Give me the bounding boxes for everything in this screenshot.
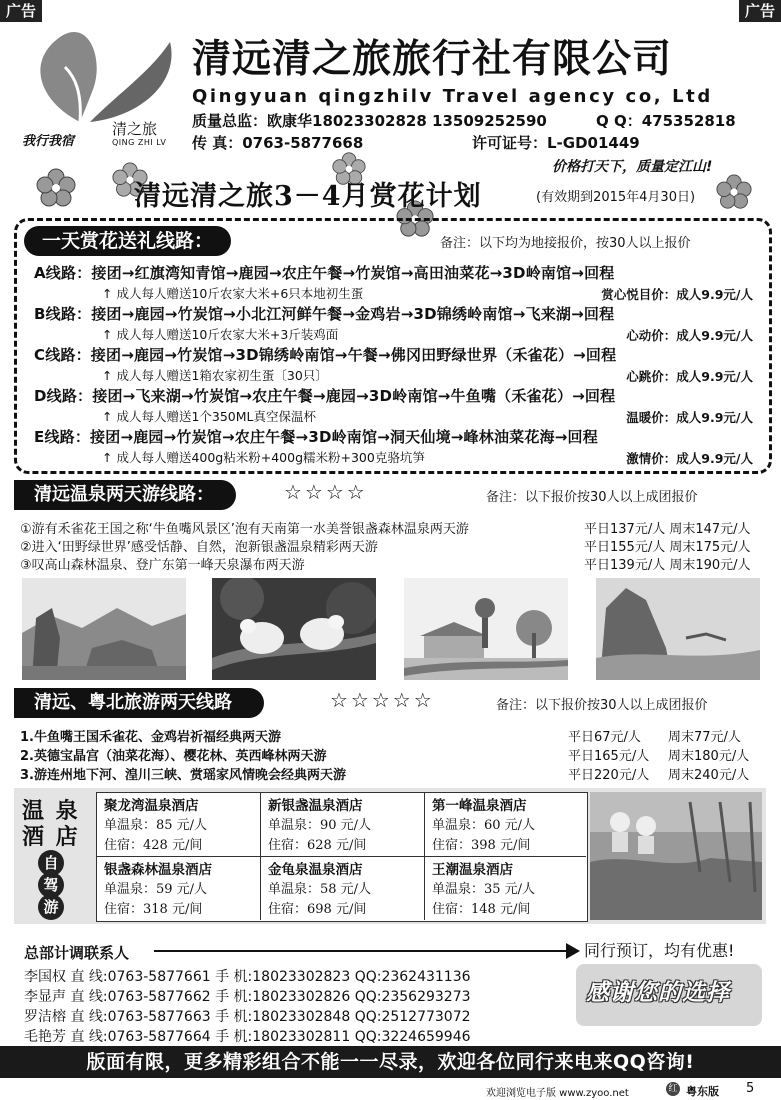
hot-spring-item: ②进入‘田野绿世界’感受恬静、自然，泡新银盏温泉精彩两天游 bbox=[20, 540, 378, 555]
company-name-en: Qingyuan qingzhilv Travel agency co, Ltd bbox=[192, 86, 713, 107]
hot-spring-item: ①游有禾雀花王国之称‘牛鱼嘴风景区’泡有天南第一水美誉银盏森林温泉两天游 bbox=[20, 522, 469, 537]
hotel-spring-price: 单温泉：90 元/人 bbox=[268, 818, 372, 833]
hotel-name: 新银盏温泉酒店 bbox=[268, 798, 363, 814]
hotel-cell bbox=[432, 860, 535, 920]
plan-title: 清远清之旅3－4月赏花计划 bbox=[134, 181, 482, 212]
route-e: E线路：接团→鹿园→竹炭馆→农庄午餐→3D岭南馆→洞天仙境→峰林油菜花海→回程 bbox=[34, 428, 598, 446]
hotel-cell bbox=[268, 860, 371, 920]
contact-line: 李显声 直 线:0763-5877662 手 机:18023302826 QQ:2356293273 bbox=[24, 989, 471, 1005]
hotel-name: 第一峰温泉酒店 bbox=[432, 798, 527, 814]
hotel-stay-price: 住宿：148 元/间 bbox=[432, 902, 531, 917]
footer-banner: 版面有限，更多精彩组合不能一一尽录，欢迎各位同行来电来QQ咨询! bbox=[0, 1046, 781, 1078]
north-tour-item: 1.牛鱼嘴王国禾雀花、金鸡岩祈福经典两天游 bbox=[20, 730, 281, 745]
contacts-arrow-line bbox=[154, 950, 574, 952]
self-drive-char: 自 bbox=[38, 850, 64, 876]
section1-header: 一天赏花送礼线路： bbox=[24, 226, 231, 256]
hotel-cell bbox=[104, 860, 212, 920]
route-d-gift: ↑ 成人每人赠送1个350ML真空保温杯 bbox=[102, 409, 317, 424]
hotel-spring-price: 单温泉：35 元/人 bbox=[432, 882, 536, 897]
contact-line: 罗洁榕 直 线:0763-5877663 手 机:18023302848 QQ:2512773072 bbox=[24, 1009, 471, 1025]
hotel-spring-price: 单温泉：58 元/人 bbox=[268, 882, 372, 897]
photo-mountain-peak bbox=[596, 578, 760, 680]
hotel-stay-price: 住宿：628 元/间 bbox=[268, 838, 367, 853]
contact-line: 毛艳芳 直 线:0763-5877664 手 机:18023302811 QQ:3224659946 bbox=[24, 1029, 471, 1045]
hotel-name: 聚龙湾温泉酒店 bbox=[104, 798, 199, 814]
route-c-price: 心跳价：成人9.9元/人 bbox=[626, 369, 753, 384]
logo-brand-en: QING ZHI LV bbox=[112, 138, 167, 147]
route-d: D线路：接团→飞来湖→竹炭馆→农庄午餐→鹿园→3D岭南馆→牛鱼嘴（禾雀花）→回程 bbox=[34, 387, 616, 405]
hotel-spring-price: 单温泉：59 元/人 bbox=[104, 882, 208, 897]
hotel-cell bbox=[104, 796, 207, 856]
north-tour-item: 2.英德宝晶宫（油菜花海）、樱花林、英西峰林两天游 bbox=[20, 749, 327, 764]
hotel-cell bbox=[432, 796, 535, 856]
contact-line: 李国权 直 线:0763-5877661 手 机:18023302823 QQ:2362431136 bbox=[24, 969, 471, 985]
flower-icon bbox=[716, 174, 752, 214]
section3-header: 清远、粤北旅游两天线路 bbox=[14, 688, 264, 718]
table-divider bbox=[96, 856, 586, 857]
photo-rock-garden bbox=[22, 578, 186, 680]
section2-header: 清远温泉两天游线路： bbox=[14, 480, 236, 510]
thanks-graphic bbox=[576, 964, 762, 1026]
ad-label-right: 广告 bbox=[739, 0, 781, 22]
logo-script: 我行我宿 bbox=[22, 134, 75, 149]
hotel-cell bbox=[268, 796, 371, 856]
hot-spring-price: 平日139元/人 周末190元/人 bbox=[584, 558, 751, 573]
slogan: 价格打天下，质量定江山! bbox=[552, 159, 713, 175]
arrow-right-icon bbox=[566, 943, 580, 959]
north-tour-weekday: 平日165元/人 bbox=[568, 749, 650, 764]
valid-until: (有效期到2015年4月30日) bbox=[536, 190, 696, 205]
edition-badge: 红 bbox=[666, 1082, 680, 1096]
section2-note: 备注：以下报价按30人以上成团报价 bbox=[486, 490, 698, 505]
self-drive-char: 游 bbox=[38, 894, 64, 920]
hot-spring-price: 平日137元/人 周末147元/人 bbox=[584, 522, 751, 537]
hotel-stay-price: 住宿：698 元/间 bbox=[268, 902, 367, 917]
company-name-cn: 清远清之旅旅行社有限公司 bbox=[192, 36, 673, 82]
company-logo bbox=[20, 22, 180, 157]
route-a-price: 赏心悦目价：成人9.9元/人 bbox=[601, 287, 753, 302]
quality-supervisor: 质量总监：欧康华18023302828 13509252590 bbox=[192, 112, 547, 130]
north-tour-weekend: 周末240元/人 bbox=[668, 768, 750, 783]
self-drive-char: 驾 bbox=[38, 872, 64, 898]
company-fax: 传 真：0763-5877668 bbox=[192, 134, 364, 152]
section2-stars: ☆☆☆☆ bbox=[284, 480, 368, 504]
peer-booking: 同行预订，均有优惠! bbox=[584, 941, 735, 960]
route-c-gift: ↑ 成人每人赠送1箱农家初生蛋〔30只〕 bbox=[102, 368, 328, 383]
company-qq: Q Q：475352818 bbox=[596, 112, 736, 130]
route-e-price: 激情价：成人9.9元/人 bbox=[626, 451, 753, 466]
page-number: 5 bbox=[746, 1081, 755, 1096]
route-e-gift: ↑ 成人每人赠送400g粘米粉+400g糯米粉+300克骆坑笋 bbox=[102, 450, 425, 465]
route-a: A线路：接团→红旗湾知青馆→鹿园→农庄午餐→竹炭馆→高田油菜花→3D岭南馆→回程 bbox=[34, 264, 615, 282]
section1-note: 备注：以下均为地接报价，按30人以上报价 bbox=[440, 236, 691, 251]
hot-spring-price: 平日155元/人 周末175元/人 bbox=[584, 540, 751, 555]
hotel-stay-price: 住宿：318 元/间 bbox=[104, 902, 203, 917]
flower-icon bbox=[36, 168, 76, 212]
photo-hot-spring-bath bbox=[590, 792, 762, 920]
ad-label-left: 广告 bbox=[0, 0, 42, 22]
north-tour-item: 3.游连州地下河、湟川三峡、赏瑶家风情晚会经典两天游 bbox=[20, 768, 346, 783]
hotel-spring-price: 单温泉：85 元/人 bbox=[104, 818, 208, 833]
contacts-header: 总部计调联系人 bbox=[24, 944, 130, 962]
hotel-stay-price: 住宿：428 元/间 bbox=[104, 838, 203, 853]
route-c: C线路：接团→鹿园→竹炭馆→3D锦绣岭南馆→午餐→佛冈田野绿世界（禾雀花）→回程 bbox=[34, 346, 617, 364]
north-tour-weekday: 平日220元/人 bbox=[568, 768, 650, 783]
section3-note: 备注：以下报价按30人以上成团报价 bbox=[496, 698, 708, 713]
hotel-name: 银盏森林温泉酒店 bbox=[104, 862, 212, 878]
hotel-name: 王潮温泉酒店 bbox=[432, 862, 513, 878]
section3-stars: ☆☆☆☆☆ bbox=[330, 688, 435, 712]
footer-browse: 欢迎浏览电子版 www.zyoo.net bbox=[486, 1088, 629, 1099]
route-b-gift: ↑ 成人每人赠送10斤农家大米+3斤装鸡面 bbox=[102, 327, 339, 342]
hotels-label-2: 酒 店 bbox=[22, 825, 80, 850]
thanks-text: 感谢您的选择 bbox=[586, 980, 730, 1006]
hotels-label-1: 温 泉 bbox=[22, 799, 80, 824]
logo-brand-cn: 清之旅 bbox=[112, 120, 158, 138]
photo-hot-spring-resort bbox=[404, 578, 568, 680]
hotel-spring-price: 单温泉：60 元/人 bbox=[432, 818, 536, 833]
north-tour-weekend: 周末77元/人 bbox=[668, 730, 741, 745]
license-number: 许可证号：L-GD01449 bbox=[472, 134, 640, 152]
route-d-price: 温暖价：成人9.9元/人 bbox=[626, 410, 753, 425]
photo-birds-flowers bbox=[212, 578, 376, 680]
hotel-name: 金龟泉温泉酒店 bbox=[268, 862, 363, 878]
north-tour-weekday: 平日67元/人 bbox=[568, 730, 641, 745]
north-tour-weekend: 周末180元/人 bbox=[668, 749, 750, 764]
footer-edition: 粤东版 bbox=[686, 1085, 719, 1098]
hotel-stay-price: 住宿：398 元/间 bbox=[432, 838, 531, 853]
route-b: B线路：接团→鹿园→竹炭馆→小北江河鲜午餐→金鸡岩→3D锦绣岭南馆→飞来湖→回程 bbox=[34, 305, 615, 323]
hot-spring-item: ③叹高山森林温泉、登广东第一峰天泉瀑布两天游 bbox=[20, 558, 305, 573]
route-a-gift: ↑ 成人每人赠送10斤农家大米+6只本地初生蛋 bbox=[102, 286, 364, 301]
route-b-price: 心动价：成人9.9元/人 bbox=[626, 328, 753, 343]
